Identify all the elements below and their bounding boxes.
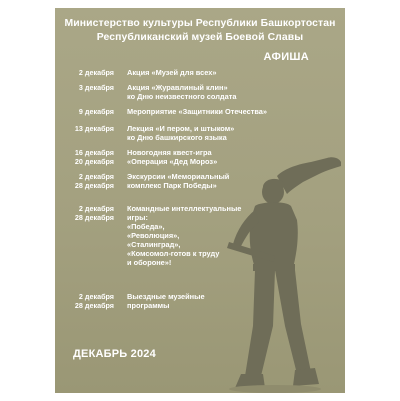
event-date: 20 декабря [74,157,114,166]
event-date: 2 декабря [78,204,114,213]
ministry-title: Министерство культуры Республики Башкортостан [64,18,336,29]
event-text: «Революция», [127,231,180,240]
event-text: Выездные музейные [127,292,205,301]
event-text: «Комсомол-готов к труду [127,249,220,258]
event-text: Лекция «И пером, и штыком» [127,124,235,133]
event-description [127,148,277,166]
event-date: 28 декабря [74,213,114,222]
event-description [127,172,277,190]
event-dates [79,68,114,77]
event-list [55,8,345,393]
event-dates [75,204,114,222]
event-text: Командные интеллектуальные [127,204,242,213]
event-date: 28 декабря [74,301,114,310]
afisha-heading: АФИША [263,51,309,63]
event-dates [75,292,114,310]
event-dates [75,124,114,133]
event-text: ко Дню башкирского языка [127,133,227,142]
event-text: и обороне»! [127,258,172,267]
event-text: Экскурсии «Мемориальный [127,172,230,181]
event-text: Акция «Журавлиный клин» [127,83,228,92]
event-dates [79,83,114,92]
event-description [127,124,277,142]
event-date: 2 декабря [78,292,114,301]
event-dates [75,148,114,166]
event-date: 2 декабря [78,68,114,77]
event-description [127,68,277,77]
event-text: комплекс Парк Победы» [127,181,217,190]
museum-title: Республиканский музей Боевой Славы [96,31,304,43]
month-footer: ДЕКАБРЬ 2024 [73,348,156,360]
event-date: 13 декабря [74,124,114,133]
event-text: игры: [127,213,148,222]
event-text: «Сталинград», [127,240,181,249]
event-description [127,292,277,310]
poster [55,8,345,393]
event-text: программы [127,301,170,310]
event-text: ко Дню неизвестного солдата [127,92,237,101]
event-text: Мероприятие «Защитники Отечества» [127,107,268,116]
event-description [127,107,277,116]
event-description [127,83,277,101]
event-text: Новогодняя квест-игра [127,148,212,157]
event-date: 16 декабря [74,148,114,157]
event-dates [75,172,114,190]
event-text: Акция «Музей для всех» [127,68,217,77]
event-text: «Операция «Дед Мороз» [127,157,218,166]
event-text: «Победа», [127,222,165,231]
event-date: 9 декабря [78,107,114,116]
event-date: 2 декабря [78,172,114,181]
event-description [127,204,277,267]
event-dates [79,107,114,116]
event-date: 3 декабря [78,83,114,92]
event-date: 28 декабря [74,181,114,190]
